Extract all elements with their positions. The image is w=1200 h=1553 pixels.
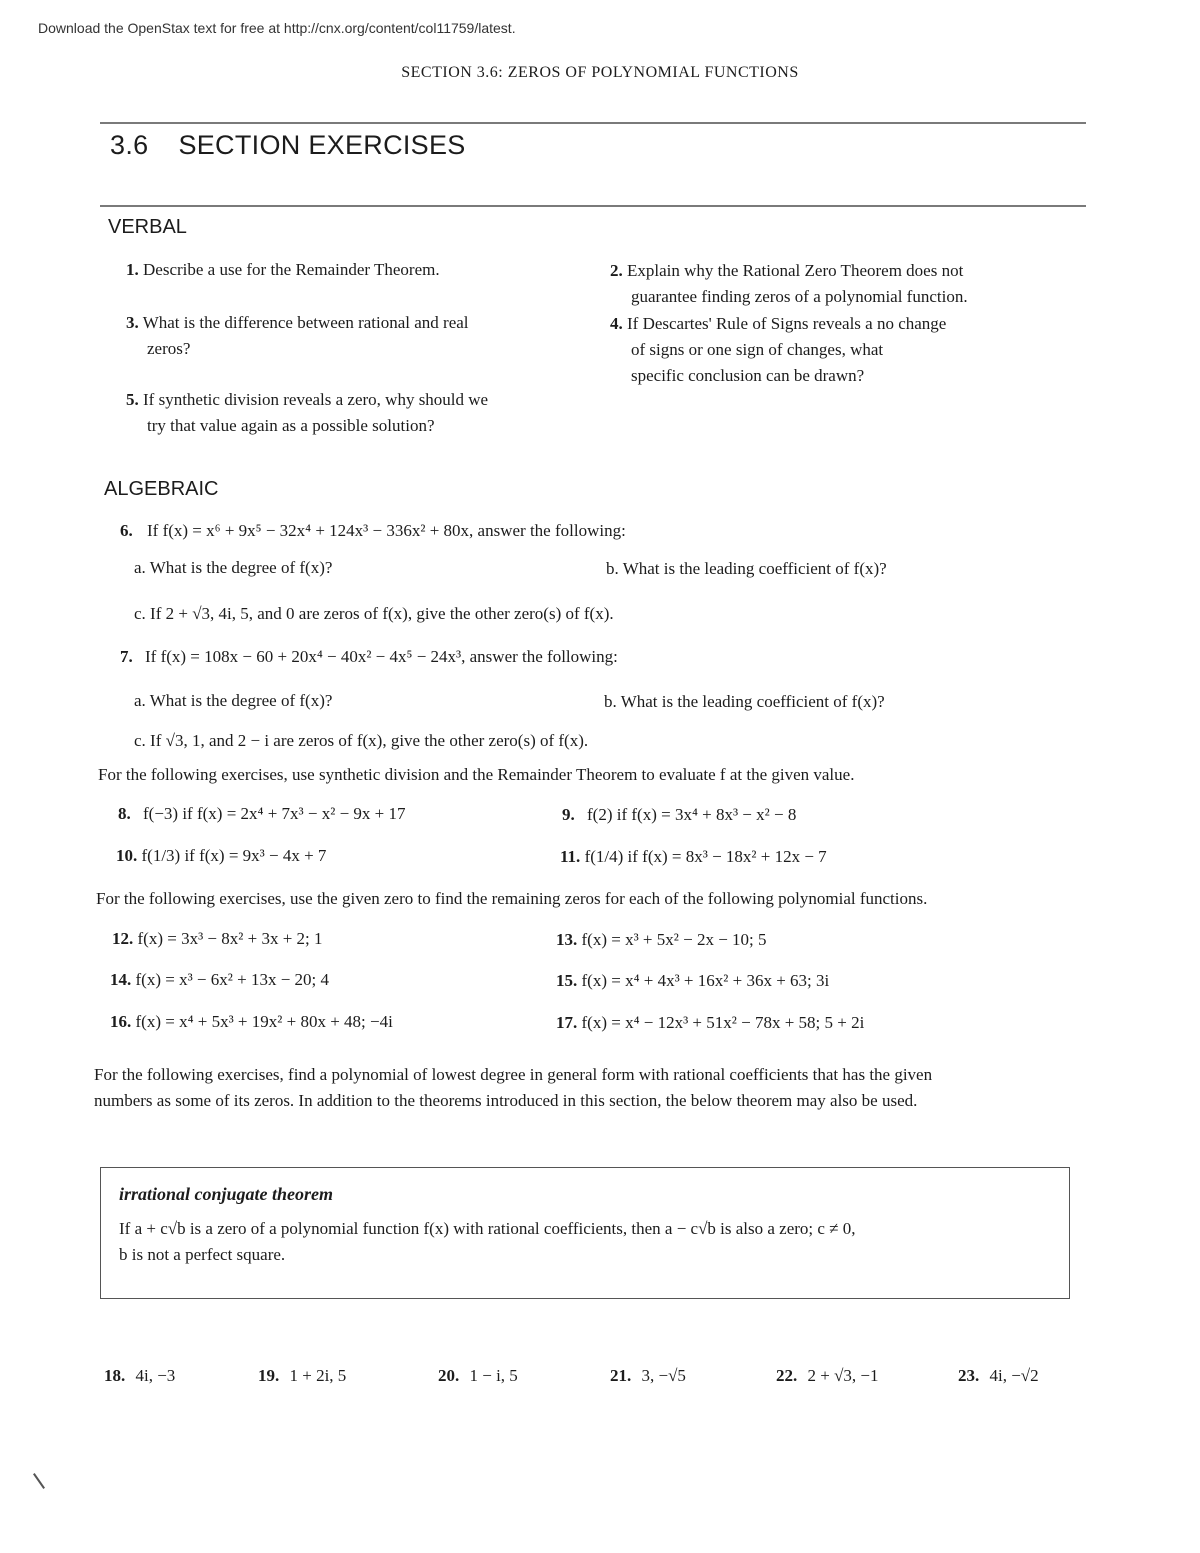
question-text: 2 + √3, −1 bbox=[807, 1366, 879, 1385]
question-3 bbox=[126, 310, 469, 362]
question-17 bbox=[556, 1010, 864, 1036]
question-7c: c. If √3, 1, and 2 − i are zeros of f(x), give the other zero(s) of f(x). bbox=[134, 731, 589, 750]
question-text: f(−3) if f(x) = 2x⁴ + 7x³ − x² − 9x + 17 bbox=[143, 804, 406, 823]
question-16 bbox=[110, 1009, 393, 1035]
question-number: 17. bbox=[556, 1013, 578, 1032]
question-number: 2. bbox=[610, 261, 623, 280]
theorem-line: b is not a perfect square. bbox=[119, 1245, 286, 1264]
question-line: guarantee finding zeros of a polynomial function. bbox=[631, 287, 968, 306]
question-number: 5. bbox=[126, 390, 139, 409]
question-6c: c. If 2 + √3, 4i, 5, and 0 are zeros of f(x), give the other zero(s) of f(x). bbox=[134, 604, 614, 623]
question-line: If Descartes' Rule of Signs reveals a no change bbox=[627, 314, 947, 333]
question-line: Explain why the Rational Zero Theorem does not bbox=[627, 261, 964, 280]
instructions-polynomial bbox=[94, 1062, 932, 1114]
question-21 bbox=[610, 1366, 686, 1386]
theorem-title: irrational conjugate theorem bbox=[119, 1184, 334, 1204]
question-2 bbox=[610, 258, 968, 310]
instructions-synthetic: For the following exercises, use synthetic division and the Remainder Theorem to evaluate f at the given value. bbox=[98, 765, 855, 784]
question-13 bbox=[556, 927, 767, 953]
question-6-intro bbox=[120, 518, 626, 544]
question-15 bbox=[556, 968, 829, 994]
question-line: zeros? bbox=[147, 339, 191, 358]
question-19 bbox=[258, 1366, 346, 1386]
section-number: 3.6 bbox=[110, 130, 149, 160]
question-number: 15. bbox=[556, 971, 578, 990]
question-number: 8. bbox=[118, 804, 131, 823]
question-line: try that value again as a possible solution? bbox=[147, 416, 435, 435]
question-number: 7. bbox=[120, 647, 133, 666]
question-5 bbox=[126, 387, 488, 439]
question-1 bbox=[126, 257, 440, 283]
question-line: What is the difference between rational and real bbox=[142, 313, 469, 332]
verbal-heading: VERBAL bbox=[108, 216, 187, 238]
question-number: 3. bbox=[126, 313, 139, 332]
question-number: 21. bbox=[610, 1366, 632, 1385]
question-line: specific conclusion can be drawn? bbox=[631, 366, 865, 385]
question-text: 1 + 2i, 5 bbox=[289, 1366, 347, 1385]
question-text: f(x) = x³ − 6x² + 13x − 20; 4 bbox=[135, 970, 329, 989]
question-number: 10. bbox=[116, 846, 138, 865]
question-number: 13. bbox=[556, 930, 578, 949]
question-4 bbox=[610, 311, 946, 389]
section-title bbox=[110, 130, 466, 161]
algebraic-heading: ALGEBRAIC bbox=[104, 478, 219, 500]
top-rule bbox=[100, 122, 1086, 124]
question-line: of signs or one sign of changes, what bbox=[631, 340, 884, 359]
question-number: 16. bbox=[110, 1012, 132, 1031]
section-title-text: SECTION EXERCISES bbox=[178, 130, 466, 160]
question-text: If f(x) = x⁶ + 9x⁵ − 32x⁴ + 124x³ − 336x² + 80x, answer the following: bbox=[147, 521, 626, 540]
question-6a: a. What is the degree of f(x)? bbox=[134, 558, 333, 577]
theorem-box bbox=[100, 1167, 1070, 1299]
question-23 bbox=[958, 1366, 1039, 1386]
question-number: 22. bbox=[776, 1366, 798, 1385]
question-number: 20. bbox=[438, 1366, 460, 1385]
question-7-intro bbox=[120, 644, 618, 670]
question-text: f(x) = x³ + 5x² − 2x − 10; 5 bbox=[581, 930, 767, 949]
question-10 bbox=[116, 843, 326, 869]
theorem-line: If a + c√b is a zero of a polynomial function f(x) with rational coefficients, then a − c√b is also a zero; c ≠ 0, bbox=[119, 1219, 856, 1238]
question-text: 4i, −√2 bbox=[989, 1366, 1039, 1385]
question-9 bbox=[562, 802, 796, 828]
question-number: 1. bbox=[126, 260, 139, 279]
question-text: Describe a use for the Remainder Theorem. bbox=[143, 260, 440, 279]
question-text: f(2) if f(x) = 3x⁴ + 8x³ − x² − 8 bbox=[587, 805, 797, 824]
question-text: 1 − i, 5 bbox=[469, 1366, 518, 1385]
question-6b: b. What is the leading coefficient of f(x)? bbox=[606, 559, 887, 578]
question-14 bbox=[110, 967, 329, 993]
scan-mark bbox=[33, 1473, 45, 1489]
question-number: 9. bbox=[562, 805, 575, 824]
running-title: SECTION 3.6: ZEROS OF POLYNOMIAL FUNCTIONS bbox=[401, 64, 799, 81]
question-number: 11. bbox=[560, 847, 581, 866]
instructions-line: numbers as some of its zeros. In addition to the theorems introduced in this section, the below theorem may also be used. bbox=[94, 1091, 918, 1110]
section-rule bbox=[100, 205, 1086, 207]
question-number: 4. bbox=[610, 314, 623, 333]
instructions-given-zero: For the following exercises, use the given zero to find the remaining zeros for each of the following polynomial functions. bbox=[96, 889, 928, 908]
theorem-text bbox=[119, 1216, 1059, 1268]
question-12 bbox=[112, 926, 323, 952]
question-11 bbox=[560, 844, 827, 870]
question-8 bbox=[118, 801, 406, 827]
question-18 bbox=[104, 1366, 175, 1386]
question-text: f(x) = x⁴ + 4x³ + 16x² + 36x + 63; 3i bbox=[581, 971, 830, 990]
question-text: f(x) = x⁴ + 5x³ + 19x² + 80x + 48; −4i bbox=[135, 1012, 393, 1031]
question-number: 18. bbox=[104, 1366, 126, 1385]
question-text: f(x) = x⁴ − 12x³ + 51x² − 78x + 58; 5 + 2i bbox=[581, 1013, 865, 1032]
question-number: 12. bbox=[112, 929, 134, 948]
question-text: f(x) = 3x³ − 8x² + 3x + 2; 1 bbox=[137, 929, 323, 948]
question-20 bbox=[438, 1366, 518, 1386]
question-7a: a. What is the degree of f(x)? bbox=[134, 691, 333, 710]
question-number: 14. bbox=[110, 970, 132, 989]
question-text: If f(x) = 108x − 60 + 20x⁴ − 40x² − 4x⁵ − 24x³, answer the following: bbox=[145, 647, 618, 666]
question-22 bbox=[776, 1366, 879, 1386]
question-text: 4i, −3 bbox=[135, 1366, 176, 1385]
question-number: 23. bbox=[958, 1366, 980, 1385]
download-note: Download the OpenStax text for free at http://cnx.org/content/col11759/latest. bbox=[38, 20, 516, 36]
question-text: 3, −√5 bbox=[641, 1366, 686, 1385]
question-line: If synthetic division reveals a zero, why should we bbox=[143, 390, 489, 409]
instructions-line: For the following exercises, find a polynomial of lowest degree in general form with rational coefficients that has the given bbox=[94, 1065, 933, 1084]
question-text: f(1/4) if f(x) = 8x³ − 18x² + 12x − 7 bbox=[584, 847, 827, 866]
question-7b: b. What is the leading coefficient of f(x)? bbox=[604, 692, 885, 711]
question-number: 19. bbox=[258, 1366, 280, 1385]
question-text: f(1/3) if f(x) = 9x³ − 4x + 7 bbox=[141, 846, 327, 865]
question-number: 6. bbox=[120, 521, 133, 540]
